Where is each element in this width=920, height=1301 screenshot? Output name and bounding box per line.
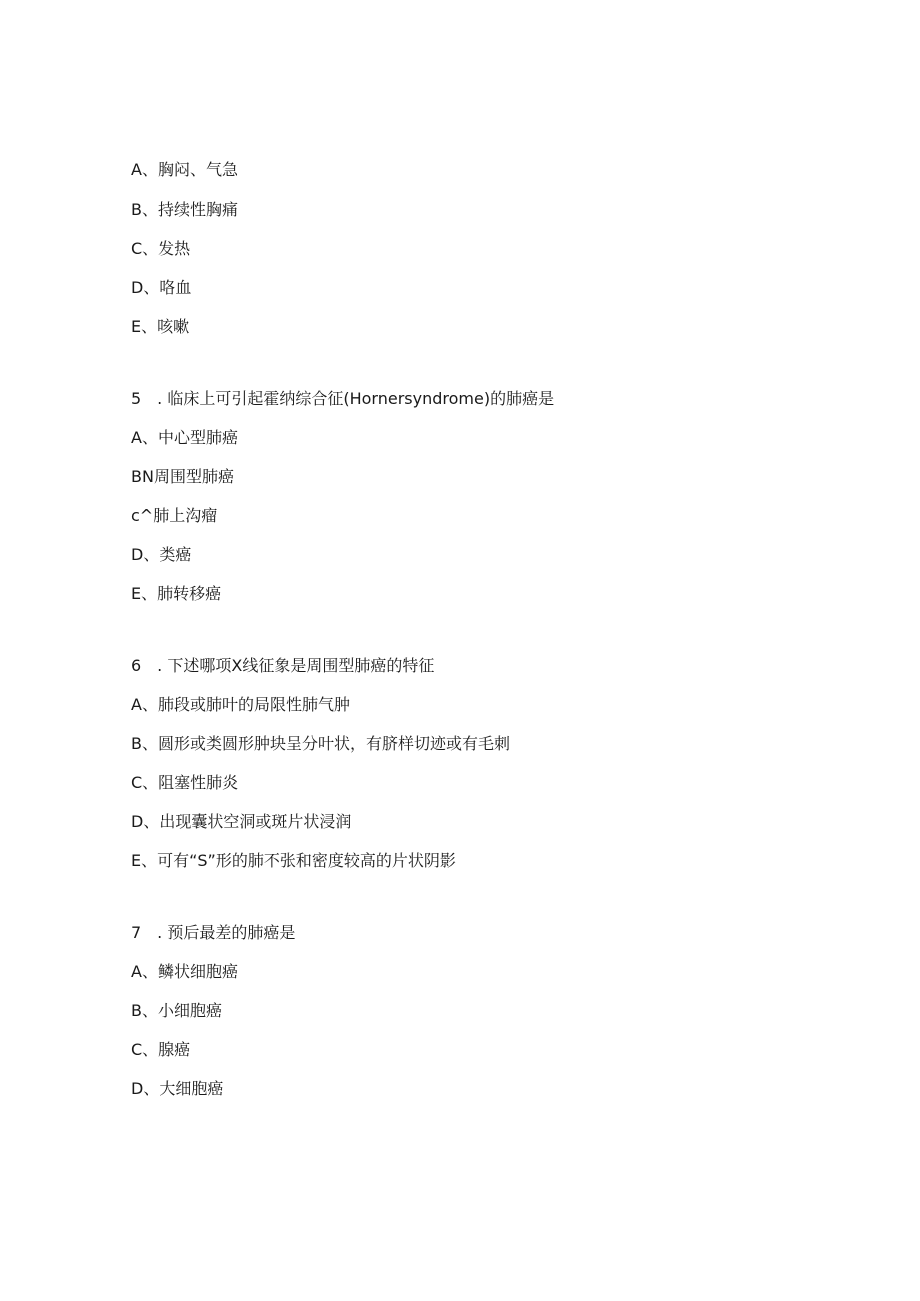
q5-option-d: D、类癌: [131, 545, 192, 564]
q6-option-d: D、出现囊状空洞或斑片状浸润: [131, 812, 352, 831]
q4-option-b: B、持续性胸痛: [131, 200, 238, 219]
q5-question: 5 . 临床上可引起霍纳综合征(Hornersyndrome)的肺癌是: [131, 389, 555, 408]
q7-question: 7 . 预后最差的肺癌是: [131, 923, 296, 942]
q6-option-b: B、圆形或类圆形肿块呈分叶状，有脐样切迹或有毛刺: [131, 734, 510, 753]
q7-option-a: A、鳞状细胞癌: [131, 962, 238, 981]
q4-option-e: E、咳嗽: [131, 317, 190, 336]
q4-option-a: A、胸闷、气急: [131, 160, 238, 179]
q7-option-c: C、腺癌: [131, 1040, 191, 1059]
q5-option-c: c^肺上沟瘤: [131, 506, 218, 525]
q5-option-e: E、肺转移癌: [131, 584, 222, 603]
q4-option-d: D、咯血: [131, 278, 192, 297]
q6-option-a: A、肺段或肺叶的局限性肺气肿: [131, 695, 350, 714]
q6-question: 6 . 下述哪项X线征象是周围型肺癌的特征: [131, 656, 435, 675]
q6-option-e: E、可有“S”形的肺不张和密度较高的片状阴影: [131, 851, 456, 870]
q7-option-d: D、大细胞癌: [131, 1079, 224, 1098]
q5-option-a: A、中心型肺癌: [131, 428, 238, 447]
q6-option-c: C、阻塞性肺炎: [131, 773, 239, 792]
q5-option-b: BN周围型肺癌: [131, 467, 234, 486]
q4-option-c: C、发热: [131, 239, 191, 258]
q7-option-b: B、小细胞癌: [131, 1001, 222, 1020]
